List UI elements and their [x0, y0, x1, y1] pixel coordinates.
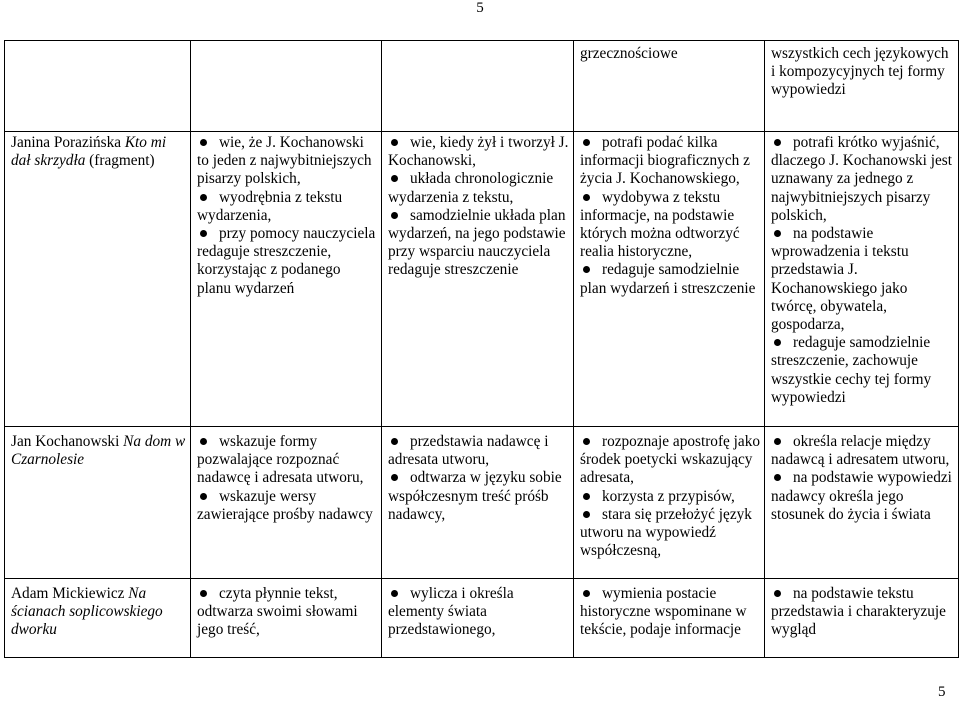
- header-cell-2: [191, 41, 382, 132]
- bullet-icon: [200, 590, 207, 597]
- bullet-icon: [200, 139, 207, 146]
- header-text: grzecznościowe: [580, 45, 678, 62]
- list-item: redaguje samodzielnie streszczenie, zachowuje wszystkie cechy tej formy wypowiedzi: [771, 334, 932, 406]
- bullet-icon: [391, 590, 398, 597]
- list-item: stara się przełożyć język utworu na wypowiedź współczesną,: [580, 505, 752, 560]
- table-row: [5, 579, 959, 658]
- bullet-icon: [200, 194, 207, 201]
- list-item: odtwarza w języku sobie współczesnym treść próśb nadawcy,: [388, 469, 562, 523]
- table-row: [5, 427, 959, 579]
- bullet-icon: [774, 438, 781, 445]
- bullet-icon: [583, 511, 590, 518]
- list-item: wylicza i określa elementy świata przedstawionego,: [388, 585, 514, 639]
- list-item: wskazuje formy pozwalające rozpoznać nadawcę i adresata utworu,: [197, 433, 364, 487]
- bullet-icon: [583, 493, 590, 500]
- requirements-table: [4, 40, 959, 658]
- list-item: przy pomocy nauczyciela redaguje streszczenie, korzystając z podanego planu wydarzeń: [197, 225, 376, 297]
- bullet-icon: [200, 493, 207, 500]
- bullet-icon: [200, 230, 207, 237]
- bullet-icon: [774, 139, 781, 146]
- requirement-cell: [765, 579, 959, 658]
- list-item: na podstawie wprowadzenia i tekstu przedstawia J. Kochanowskiego jako twórcę, obywatela, gospodarza,: [771, 225, 909, 334]
- work-title: Na ścianach soplicowskiego dworku: [11, 585, 163, 639]
- header-cell-4: [574, 41, 765, 132]
- list-item: wie, kiedy żył i tworzył J. Kochanowski,: [388, 134, 569, 170]
- requirement-cell: [765, 427, 959, 579]
- header-cell-1: [5, 41, 191, 132]
- list-item: określa relacje między nadawcą i adresatem utworu,: [771, 433, 950, 469]
- work-cell: [5, 132, 191, 427]
- bullet-icon: [391, 212, 398, 219]
- bullet-icon: [391, 474, 398, 481]
- bullet-icon: [774, 230, 781, 237]
- list-item: samodzielnie układa plan wydarzeń, na jego podstawie przy wsparciu nauczyciela redaguje streszczenie: [388, 206, 566, 279]
- bullet-icon: [774, 474, 781, 481]
- list-item: potrafi podać kilka informacji biograficznych z życia J. Kochanowskiego,: [580, 134, 750, 188]
- bullet-icon: [583, 266, 590, 273]
- requirement-cell: [574, 427, 765, 579]
- list-item: korzysta z przypisów,: [580, 488, 760, 506]
- list-item: wyodrębnia z tekstu wydarzenia,: [197, 188, 343, 224]
- list-item: układa chronologicznie wydarzenia z tekstu,: [388, 170, 554, 206]
- requirement-cell: [574, 579, 765, 658]
- work-title: Kto mi dał skrzydła: [11, 134, 167, 170]
- work-title: Na dom w Czarnolesie: [11, 433, 186, 469]
- work-author: Jan Kochanowski: [11, 433, 124, 450]
- bullet-icon: [583, 139, 590, 146]
- list-item: czyta płynnie tekst, odtwarza swoimi słowami jego treść,: [197, 585, 358, 639]
- bullet-icon: [583, 194, 590, 201]
- list-item: przedstawia nadawcę i adresata utworu,: [388, 433, 549, 469]
- work-author: Adam Mickiewicz: [11, 585, 129, 602]
- list-item: wie, że J. Kochanowski to jeden z najwybitniejszych pisarzy polskich,: [197, 134, 372, 188]
- requirement-cell: [191, 579, 382, 658]
- page-number-bottom: 5: [938, 684, 946, 700]
- requirement-cell: [382, 427, 574, 579]
- list-item: na podstawie tekstu przedstawia i charakteryzuje wygląd: [771, 585, 946, 639]
- bullet-icon: [391, 438, 398, 445]
- page-number-top: 5: [476, 0, 484, 16]
- requirement-cell: [191, 132, 382, 427]
- bullet-icon: [391, 175, 398, 182]
- list-item: wydobywa z tekstu informacje, na podstawie których można odtworzyć realia historyczne,: [580, 188, 740, 261]
- list-item: wymienia postacie historyczne wspominane w tekście, podaje informacje: [580, 585, 747, 639]
- bullet-icon: [583, 438, 590, 445]
- work-suffix: (fragment): [85, 152, 155, 170]
- header-text: wszystkich cech językowych i kompozycyjnych tej formy wypowiedzi: [771, 45, 949, 99]
- list-item: redaguje samodzielnie plan wydarzeń i streszczenie: [580, 261, 756, 297]
- requirement-cell: [382, 579, 574, 658]
- list-item: potrafi krótko wyjaśnić, dlaczego J. Kochanowski jest uznawany za jednego z najwybitniejszych pisarzy polskich,: [771, 134, 952, 224]
- bullet-icon: [200, 438, 207, 445]
- bullet-icon: [774, 339, 781, 346]
- requirement-cell: [382, 132, 574, 427]
- bullet-icon: [391, 139, 398, 146]
- work-cell: [5, 427, 191, 579]
- list-item: rozpoznaje apostrofę jako środek poetycki wskazujący adresata,: [580, 433, 760, 487]
- requirement-cell: [765, 132, 959, 427]
- work-cell: [5, 579, 191, 658]
- table-header-row: [5, 41, 959, 132]
- bullet-icon: [774, 590, 781, 597]
- requirement-cell: [191, 427, 382, 579]
- table-row: [5, 132, 959, 427]
- header-cell-5: [765, 41, 959, 132]
- list-item: wskazuje wersy zawierające prośby nadawcy: [197, 487, 373, 523]
- header-cell-3: [382, 41, 574, 132]
- list-item: na podstawie wypowiedzi nadawcy określa jego stosunek do życia i świata: [771, 469, 952, 523]
- bullet-icon: [583, 590, 590, 597]
- requirement-cell: [574, 132, 765, 427]
- work-author: Janina Porazińska: [11, 134, 125, 151]
